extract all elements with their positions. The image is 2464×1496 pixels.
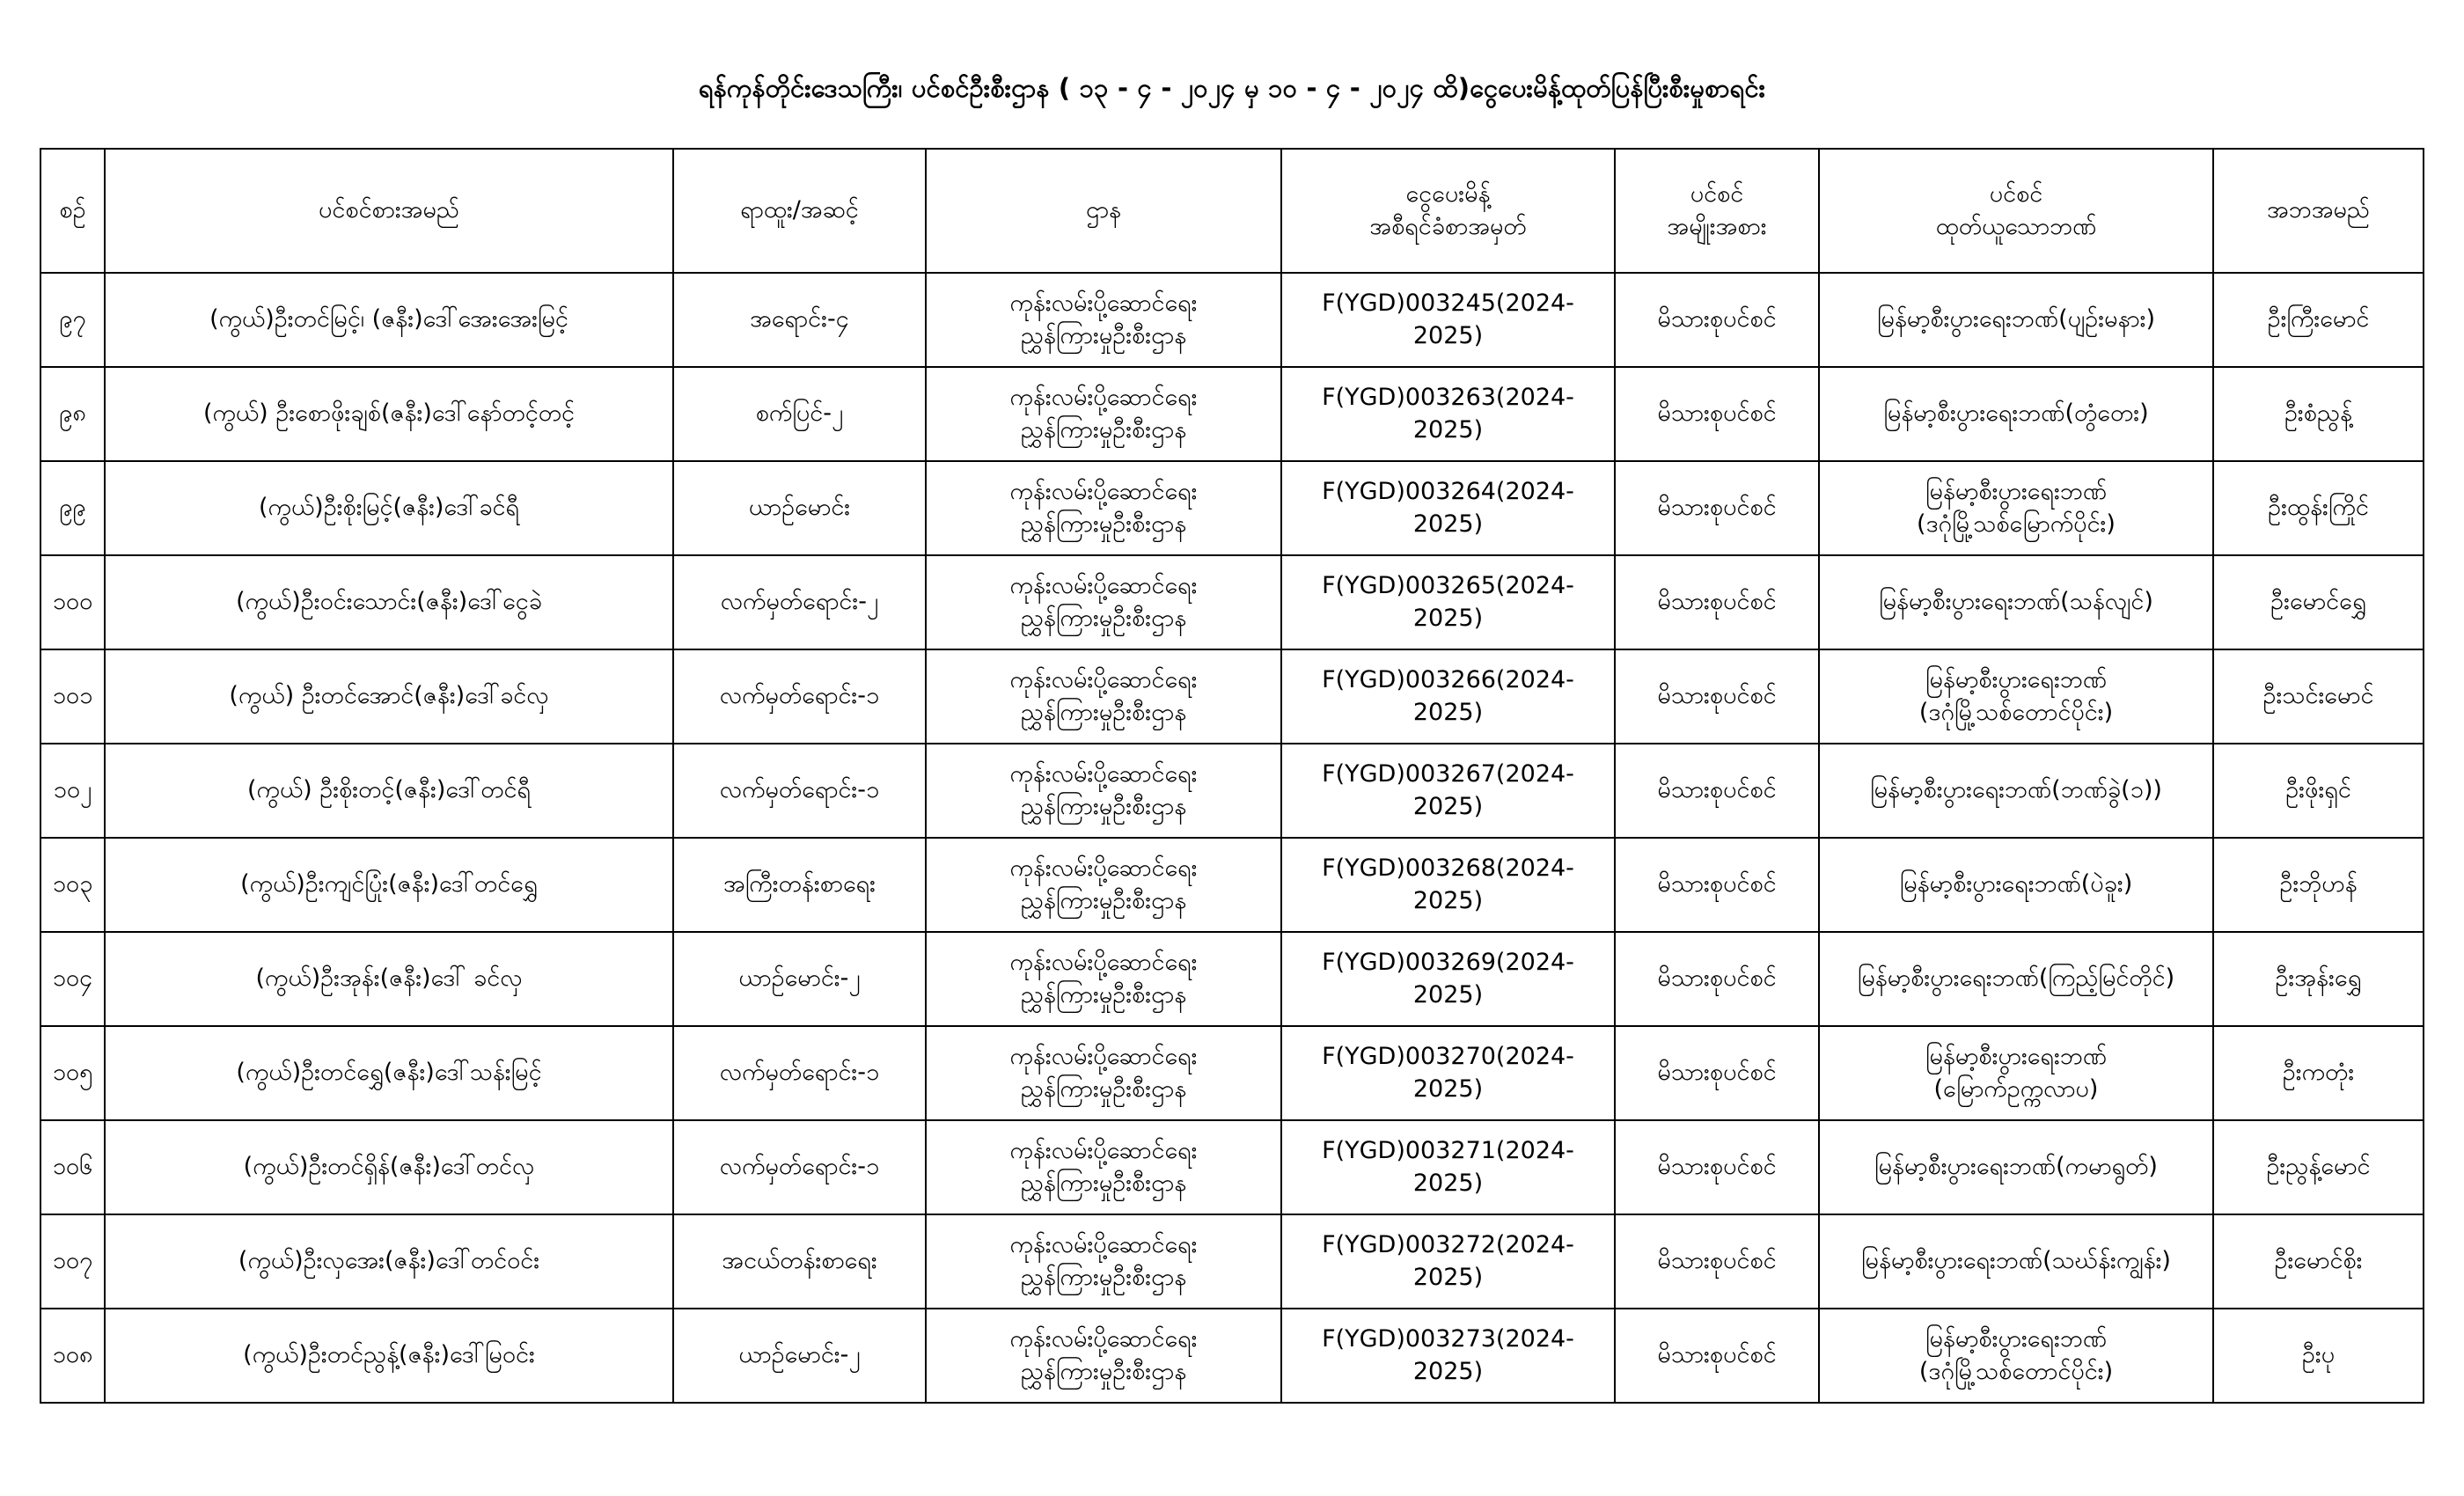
cell-no <box>40 555 105 649</box>
cell-payment-order <box>1281 1309 1615 1403</box>
cell-father-name <box>2213 1309 2424 1403</box>
cell-bank-text: မြန်မာ့စီးပွားရေးဘဏ် (မြောက်ဥက္ကလာပ) <box>1925 1043 2108 1103</box>
header-cell-bank: ပင်စင် ထုတ်ယူသောဘဏ် <box>1819 149 2213 273</box>
cell-payment-order <box>1281 838 1615 932</box>
cell-bank-text: မြန်မာ့စီးပွားရေးဘဏ်(သဃ်န်းကျွန်း) <box>1861 1247 2171 1275</box>
table-row <box>40 1214 2424 1309</box>
cell-department <box>926 649 1281 744</box>
cell-department <box>926 838 1281 932</box>
cell-no <box>40 367 105 461</box>
cell-name-text: (ကွယ်)ဦးအုန်း(ဇနီး)ဒေါ် ခင်လှ <box>255 964 523 993</box>
cell-pension-type <box>1615 649 1819 744</box>
cell-bank-text: မြန်မာ့စီးပွားရေးဘဏ်(ပဲခူး) <box>1899 870 2133 898</box>
cell-name-text: (ကွယ်)ဦးကျင်ပြုံး(ဇနီး)ဒေါ်တင်ရွှေ <box>240 870 538 898</box>
cell-father-name <box>2213 838 2424 932</box>
cell-bank <box>1819 1309 2213 1403</box>
cell-pension-type <box>1615 461 1819 555</box>
cell-bank-text: မြန်မာ့စီးပွားရေးဘဏ် (ဒဂုံမြို့သစ်မြောက်ပိုင်း) <box>1917 478 2116 538</box>
cell-payment-order <box>1281 273 1615 367</box>
cell-name-text: (ကွယ်)ဦးတင်ညွန့်(ဇနီး)ဒေါ်မြဝင်း <box>243 1341 535 1369</box>
cell-pension-type <box>1615 744 1819 838</box>
cell-bank <box>1819 744 2213 838</box>
cell-pension-type-text: မိသားစုပင်စင် <box>1657 964 1777 993</box>
cell-father-name-text: ဦးထွန်းကြိုင် <box>2268 494 2369 522</box>
cell-payment-order-text: F(YGD)003268(2024-2025) <box>1322 854 1574 914</box>
cell-father-name <box>2213 744 2424 838</box>
cell-father-name-text: ဦးမောင်ရွှေ <box>2270 588 2366 616</box>
table-row <box>40 1120 2424 1214</box>
cell-name <box>105 461 673 555</box>
cell-rank-text: အကြီးတန်းစာရေး <box>722 870 876 898</box>
cell-rank <box>673 273 926 367</box>
cell-pension-type <box>1615 932 1819 1026</box>
cell-payment-order-text: F(YGD)003266(2024-2025) <box>1322 666 1574 726</box>
cell-department-text: ကုန်းလမ်းပို့ဆောင်ရေး ညွှန်ကြားမှုဦးစီးဌာန <box>1009 1137 1198 1197</box>
cell-department-text: ကုန်းလမ်းပို့ဆောင်ရေး ညွှန်ကြားမှုဦးစီးဌာန <box>1009 854 1198 914</box>
cell-rank-text: လက်မှတ်ရောင်း-၁ <box>719 1153 880 1181</box>
cell-rank <box>673 838 926 932</box>
cell-pension-type-text: မိသားစုပင်စင် <box>1657 1247 1777 1275</box>
cell-payment-order <box>1281 649 1615 744</box>
cell-rank <box>673 367 926 461</box>
cell-no-text: ၉၈ <box>59 400 86 428</box>
cell-no-text: ၁၀၃ <box>52 870 93 898</box>
cell-no-text: ၁၀၇ <box>52 1247 93 1275</box>
cell-payment-order-text: F(YGD)003270(2024-2025) <box>1322 1043 1574 1103</box>
cell-payment-order-text: F(YGD)003269(2024-2025) <box>1322 949 1574 1008</box>
cell-rank <box>673 1120 926 1214</box>
cell-father-name-text: ဦးမောင်စိုး <box>2274 1247 2363 1275</box>
cell-department-text: ကုန်းလမ်းပို့ဆောင်ရေး ညွှန်ကြားမှုဦးစီးဌာန <box>1009 666 1198 726</box>
cell-no-text: ၁၀၆ <box>52 1153 93 1181</box>
cell-name-text: (ကွယ်) ဦးတင်အောင်(ဇနီး)ဒေါ်ခင်လှ <box>229 682 549 710</box>
cell-rank-text: လက်မှတ်ရောင်း-၁ <box>719 1059 880 1087</box>
cell-department-text: ကုန်းလမ်းပို့ဆောင်ရေး ညွှန်ကြားမှုဦးစီးဌာန <box>1009 290 1198 349</box>
cell-bank-text: မြန်မာ့စီးပွားရေးဘဏ်(ကြည့်မြင်တိုင်) <box>1857 964 2175 993</box>
cell-father-name-text: ဦးဖိုးရှင် <box>2285 776 2351 804</box>
cell-pension-type-text: မိသားစုပင်စင် <box>1657 870 1777 898</box>
cell-rank <box>673 744 926 838</box>
cell-rank <box>673 1214 926 1309</box>
cell-name <box>105 744 673 838</box>
cell-name-text: (ကွယ်)ဦးဝင်းသောင်း(ဇနီး)ဒေါ်ငွေခဲ <box>236 588 542 616</box>
cell-pension-type-text: မိသားစုပင်စင် <box>1657 400 1777 428</box>
cell-rank <box>673 932 926 1026</box>
cell-bank-text: မြန်မာ့စီးပွားရေးဘဏ် (ဒဂုံမြို့သစ်တောင်ပိုင်း) <box>1918 666 2114 726</box>
cell-department <box>926 1026 1281 1120</box>
cell-father-name <box>2213 461 2424 555</box>
cell-no <box>40 838 105 932</box>
page-title: ရန်ကုန်တိုင်းဒေသကြီး၊ ပင်စင်ဦးစီးဌာန ( ၁၃ - ၄ - ၂၀၂၄ မှ ၁၀ - ၄ - ၂၀၂၄ ထိ)ငွေပေးမိန့်ထုတ်ပြန်ပြီးစီးမှုစာရင်း <box>698 73 1766 103</box>
cell-no-text: ၉၇ <box>59 305 86 334</box>
cell-pension-type <box>1615 555 1819 649</box>
cell-payment-order <box>1281 555 1615 649</box>
cell-pension-type-text: မိသားစုပင်စင် <box>1657 682 1777 710</box>
header-cell-department: ဌာန <box>926 149 1281 273</box>
cell-rank <box>673 461 926 555</box>
cell-payment-order-text: F(YGD)003272(2024-2025) <box>1322 1231 1574 1291</box>
cell-payment-order-text: F(YGD)003245(2024-2025) <box>1322 290 1574 349</box>
cell-no <box>40 1214 105 1309</box>
cell-department-text: ကုန်းလမ်းပို့ဆောင်ရေး ညွှန်ကြားမှုဦးစီးဌာန <box>1009 384 1198 444</box>
cell-name-text: (ကွယ်)ဦးတင်ရှိန်(ဇနီး)ဒေါ်တင်လှ <box>243 1153 535 1181</box>
cell-department <box>926 744 1281 838</box>
cell-bank <box>1819 1214 2213 1309</box>
cell-father-name-text: ဦးပု <box>2301 1341 2336 1369</box>
cell-bank <box>1819 273 2213 367</box>
cell-no <box>40 461 105 555</box>
cell-department-text: ကုန်းလမ်းပို့ဆောင်ရေး ညွှန်ကြားမှုဦးစီးဌာန <box>1009 572 1198 632</box>
cell-father-name <box>2213 555 2424 649</box>
cell-name <box>105 649 673 744</box>
cell-no-text: ၁၀၁ <box>52 682 93 710</box>
cell-bank <box>1819 555 2213 649</box>
cell-department <box>926 461 1281 555</box>
cell-no-text: ၁၀၂ <box>53 776 92 804</box>
cell-bank <box>1819 1120 2213 1214</box>
cell-department-text: ကုန်းလမ်းပို့ဆောင်ရေး ညွှန်ကြားမှုဦးစီးဌာန <box>1009 1231 1198 1291</box>
cell-rank-text: အရောင်း-၄ <box>750 305 849 334</box>
cell-no <box>40 932 105 1026</box>
cell-pension-type <box>1615 367 1819 461</box>
cell-rank-text: လက်မှတ်ရောင်း-၂ <box>720 588 879 616</box>
cell-department-text: ကုန်းလမ်းပို့ဆောင်ရေး ညွှန်ကြားမှုဦးစီးဌာန <box>1009 478 1198 538</box>
cell-rank-text: လက်မှတ်ရောင်း-၁ <box>719 682 880 710</box>
cell-payment-order-text: F(YGD)003263(2024-2025) <box>1322 384 1574 444</box>
cell-payment-order-text: F(YGD)003264(2024-2025) <box>1322 478 1574 538</box>
header-cell-pension-type: ပင်စင် အမျိုးအစား <box>1615 149 1819 273</box>
cell-name <box>105 1026 673 1120</box>
cell-no <box>40 744 105 838</box>
cell-no <box>40 649 105 744</box>
cell-no-text: ၁၀၈ <box>52 1341 93 1369</box>
cell-name <box>105 1309 673 1403</box>
cell-department <box>926 1214 1281 1309</box>
cell-pension-type-text: မိသားစုပင်စင် <box>1657 1341 1777 1369</box>
cell-pension-type <box>1615 273 1819 367</box>
header-cell-name: ပင်စင်စားအမည် <box>105 149 673 273</box>
cell-department <box>926 932 1281 1026</box>
cell-payment-order-text: F(YGD)003265(2024-2025) <box>1322 572 1574 632</box>
cell-father-name-text: ဦးဘိုဟန် <box>2279 870 2358 898</box>
cell-name-text: (ကွယ်)ဦးတင်မြင့်၊ (ဇနီး)ဒေါ်အေးအေးမြင့် <box>209 305 568 334</box>
cell-rank <box>673 1309 926 1403</box>
cell-name-text: (ကွယ်) ဦးစောဖိုးချစ်(ဇနီး)ဒေါ်နော်တင့်တင့် <box>202 400 576 428</box>
cell-no <box>40 1309 105 1403</box>
cell-payment-order-text: F(YGD)003267(2024-2025) <box>1322 760 1574 820</box>
cell-payment-order <box>1281 932 1615 1026</box>
cell-no <box>40 273 105 367</box>
table-body <box>40 273 2424 1403</box>
cell-bank <box>1819 838 2213 932</box>
cell-pension-type <box>1615 1026 1819 1120</box>
cell-name <box>105 273 673 367</box>
table-row <box>40 932 2424 1026</box>
cell-father-name <box>2213 1214 2424 1309</box>
cell-payment-order-text: F(YGD)003271(2024-2025) <box>1322 1137 1574 1197</box>
cell-rank-text: ယာဉ်မောင်း-၂ <box>738 1341 861 1369</box>
cell-department <box>926 367 1281 461</box>
cell-rank <box>673 1026 926 1120</box>
cell-payment-order <box>1281 367 1615 461</box>
cell-father-name <box>2213 649 2424 744</box>
cell-father-name <box>2213 1026 2424 1120</box>
cell-payment-order <box>1281 1214 1615 1309</box>
cell-department <box>926 1309 1281 1403</box>
cell-pension-type <box>1615 838 1819 932</box>
pension-table <box>40 148 2424 1404</box>
header-cell-father-name: အဘအမည် <box>2213 149 2424 273</box>
cell-department-text: ကုန်းလမ်းပို့ဆောင်ရေး ညွှန်ကြားမှုဦးစီးဌာန <box>1009 1325 1198 1385</box>
cell-rank <box>673 555 926 649</box>
cell-department-text: ကုန်းလမ်းပို့ဆောင်ရေး ညွှန်ကြားမှုဦးစီးဌာန <box>1009 1043 1198 1103</box>
cell-pension-type <box>1615 1120 1819 1214</box>
cell-father-name <box>2213 273 2424 367</box>
cell-no-text: ၉၉ <box>59 494 86 522</box>
header-cell-rank: ရာထူး/အဆင့် <box>673 149 926 273</box>
cell-name <box>105 1214 673 1309</box>
cell-father-name-text: ဦးကတုံး <box>2282 1059 2355 1087</box>
cell-bank-text: မြန်မာ့စီးပွားရေးဘဏ် (ဒဂုံမြို့သစ်တောင်ပိုင်း) <box>1918 1325 2114 1385</box>
cell-father-name <box>2213 367 2424 461</box>
cell-payment-order <box>1281 744 1615 838</box>
cell-rank-text: လက်မှတ်ရောင်း-၁ <box>719 776 880 804</box>
cell-rank-text: ယာဉ်မောင်း <box>748 494 851 522</box>
cell-pension-type-text: မိသားစုပင်စင် <box>1657 588 1777 616</box>
cell-department-text: ကုန်းလမ်းပို့ဆောင်ရေး ညွှန်ကြားမှုဦးစီးဌာန <box>1009 949 1198 1008</box>
cell-no-text: ၁၀၀ <box>52 588 93 616</box>
cell-no <box>40 1026 105 1120</box>
cell-payment-order <box>1281 1120 1615 1214</box>
cell-pension-type-text: မိသားစုပင်စင် <box>1657 1059 1777 1087</box>
cell-name <box>105 932 673 1026</box>
cell-department <box>926 1120 1281 1214</box>
table-row <box>40 744 2424 838</box>
table-header-row <box>40 149 2424 273</box>
cell-father-name-text: ဦးညွန့်မောင် <box>2266 1153 2371 1181</box>
table-row <box>40 838 2424 932</box>
cell-bank <box>1819 367 2213 461</box>
table-row <box>40 273 2424 367</box>
cell-father-name-text: ဦးအုန်းရွှေ <box>2275 964 2362 993</box>
cell-no-text: ၁၀၅ <box>52 1059 93 1087</box>
cell-bank-text: မြန်မာ့စီးပွားရေးဘဏ်(တွံတေး) <box>1883 400 2149 428</box>
cell-name <box>105 1120 673 1214</box>
table-row <box>40 1026 2424 1120</box>
cell-rank-text: စက်ပြင်-၂ <box>755 400 844 428</box>
header-cell-no: စဉ် <box>40 149 105 273</box>
cell-bank-text: မြန်မာ့စီးပွားရေးဘဏ်(ကမာရွတ်) <box>1874 1153 2158 1181</box>
cell-pension-type-text: မိသားစုပင်စင် <box>1657 305 1777 334</box>
cell-rank-text: ယာဉ်မောင်း-၂ <box>738 964 861 993</box>
table-row <box>40 555 2424 649</box>
cell-bank-text: မြန်မာ့စီးပွားရေးဘဏ်(ဘဏ်ခွဲ(၁)) <box>1870 776 2162 804</box>
cell-bank-text: မြန်မာ့စီးပွားရေးဘဏ်(သန်လျင်) <box>1879 588 2153 616</box>
cell-bank <box>1819 932 2213 1026</box>
cell-pension-type-text: မိသားစုပင်စင် <box>1657 776 1777 804</box>
cell-name-text: (ကွယ်)ဦးစိုးမြင့်(ဇနီး)ဒေါ်ခင်ရီ <box>259 494 519 522</box>
cell-payment-order <box>1281 461 1615 555</box>
cell-bank-text: မြန်မာ့စီးပွားရေးဘဏ်(ပျဉ်းမနား) <box>1876 305 2155 334</box>
cell-rank-text: အငယ်တန်းစာရေး <box>722 1247 877 1275</box>
cell-father-name <box>2213 932 2424 1026</box>
table-row <box>40 461 2424 555</box>
cell-department <box>926 555 1281 649</box>
table-row <box>40 1309 2424 1403</box>
header-cell-payment-order: ငွေပေးမိန့် အစီရင်ခံစာအမှတ် <box>1281 149 1615 273</box>
cell-name-text: (ကွယ်)ဦးလှအေး(ဇနီး)ဒေါ်တင်ဝင်း <box>238 1247 540 1275</box>
cell-bank <box>1819 649 2213 744</box>
cell-pension-type <box>1615 1309 1819 1403</box>
cell-pension-type-text: မိသားစုပင်စင် <box>1657 494 1777 522</box>
cell-father-name-text: ဦးသင်းမောင် <box>2262 682 2374 710</box>
cell-rank <box>673 649 926 744</box>
cell-pension-type-text: မိသားစုပင်စင် <box>1657 1153 1777 1181</box>
cell-father-name <box>2213 1120 2424 1214</box>
cell-father-name-text: ဦးစံညွန့် <box>2284 400 2353 428</box>
cell-bank <box>1819 1026 2213 1120</box>
cell-name-text: (ကွယ်) ဦးစိုးတင့်(ဇနီး)ဒေါ်တင်ရီ <box>246 776 531 804</box>
cell-no-text: ၁၀၄ <box>52 964 93 993</box>
cell-name-text: (ကွယ်)ဦးတင်ရွှေ(ဇနီး)ဒေါ်သန်းမြင့် <box>236 1059 542 1087</box>
cell-no <box>40 1120 105 1214</box>
cell-father-name-text: ဦးကြီးမောင် <box>2267 305 2370 334</box>
table-row <box>40 649 2424 744</box>
cell-payment-order <box>1281 1026 1615 1120</box>
cell-name <box>105 838 673 932</box>
cell-name <box>105 367 673 461</box>
cell-department-text: ကုန်းလမ်းပို့ဆောင်ရေး ညွှန်ကြားမှုဦးစီးဌာန <box>1009 760 1198 820</box>
cell-bank <box>1819 461 2213 555</box>
cell-payment-order-text: F(YGD)003273(2024-2025) <box>1322 1325 1574 1385</box>
cell-pension-type <box>1615 1214 1819 1309</box>
cell-name <box>105 555 673 649</box>
cell-department <box>926 273 1281 367</box>
table-row <box>40 367 2424 461</box>
